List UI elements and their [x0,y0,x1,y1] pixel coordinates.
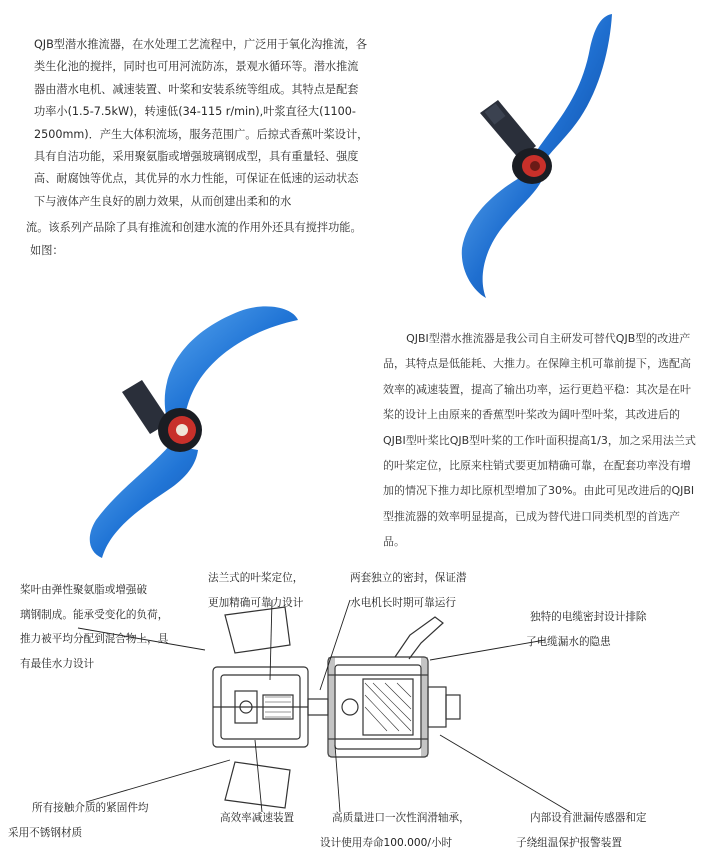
annotation-line: 设计使用寿命100.000/小时 [320,836,453,849]
annotation-line: 推力被平均分配到混合物上，具 [20,633,169,646]
leader-sensors [440,735,570,812]
annotation-fasteners [8,796,149,845]
leader-reducer [255,740,262,812]
annotation-line: 两套独立的密封，保证潜 [350,572,467,584]
annotation-line: 内部设有泄漏传感器和定 [530,812,647,824]
annotation-sensors [516,806,647,855]
annotation-line: 水电机长时期可靠运行 [350,596,456,609]
annotation-cable-seal [526,605,647,654]
annotation-line: 法兰式的叶桨定位， [208,572,304,584]
annotation-flange [208,566,303,615]
annotation-blade-material [20,578,168,676]
annotation-line: 了电缆漏水的隐患 [526,635,611,648]
annotation-bearing [320,806,470,855]
as-figure-label: 如图： [30,243,64,257]
annotation-dual-seal [350,566,467,615]
intro-paragraph: QJB型潜水推流器，在水处理工艺流程中，广泛用于氧化沟推流，各类生化池的搅拌，同时也可用河流防冻，景观水循环等。潜水推流器由潜水电机、减速装置、叶桨和安装系统等组成。其特点是配套功率小(1.5-7.5kW)，转速低(34-115 r/min),叶浆直径大(1100-2500mm)．产生大体积流场，服务范围广。后掠式香蕉叶桨设计，具有自洁功能，采用聚氨脂或增强玻璃钢成型，具有重量轻、强度高、耐腐蚀等优点，其优异的水力性能，可保证在低速的运动状态下与液体产生良好的剧力效果，从而创建出柔和的水 [34,38,369,208]
annotation-line: 更加精确可靠力设计 [208,596,304,609]
annotation-line: 所有接触介质的紧固件均 [32,802,149,814]
annotation-line: 采用不锈钢材质 [8,826,83,839]
annotation-line: 独特的电缆密封设计排除 [530,611,647,623]
leader-bearing [335,745,340,812]
annotation-line: 高质量进口一次性润滑轴承， [332,812,470,824]
annotation-line: 高效率减速装置 [220,812,295,824]
annotation-line: 子绕组温保护报警装置 [516,836,622,849]
annotation-line: 桨叶由弹性聚氨脂或增强破 [20,584,148,596]
intro-continuation: 流。该系列产品除了具有推流和创建水流的作用外还具有搅拌功能。 [26,221,362,235]
annotation-line: 璃钢制成。能承受变化的负荷， [20,608,169,621]
annotation-line: 有最佳水力设计 [20,657,95,670]
description-paragraph: QJBI型潜水推流器是我公司自主研发可替代QJB型的改进产品，其特点是低能耗、大推力。在保障主机可靠前提下，选配高效率的减速装置，提高了输出功率，运行更趋平稳：其次是在叶桨的设计上由原来的香蕉型叶桨改为阔叶型叶桨，其改进后的QJBI型叶桨比QJB型叶桨的工作叶面积提高1/3，加之采用法兰式的叶桨定位，比原来柱销式要更加精确可靠，在配套功率没有增加的情况下推力却比原机型增加了30%。由此可见改进后的QJBI型推流器的效率明显提高，已成为替代进口同类机型的首选产品。 [383,332,696,549]
leader-dual-seal [320,600,350,690]
annotation-reducer [220,806,294,831]
